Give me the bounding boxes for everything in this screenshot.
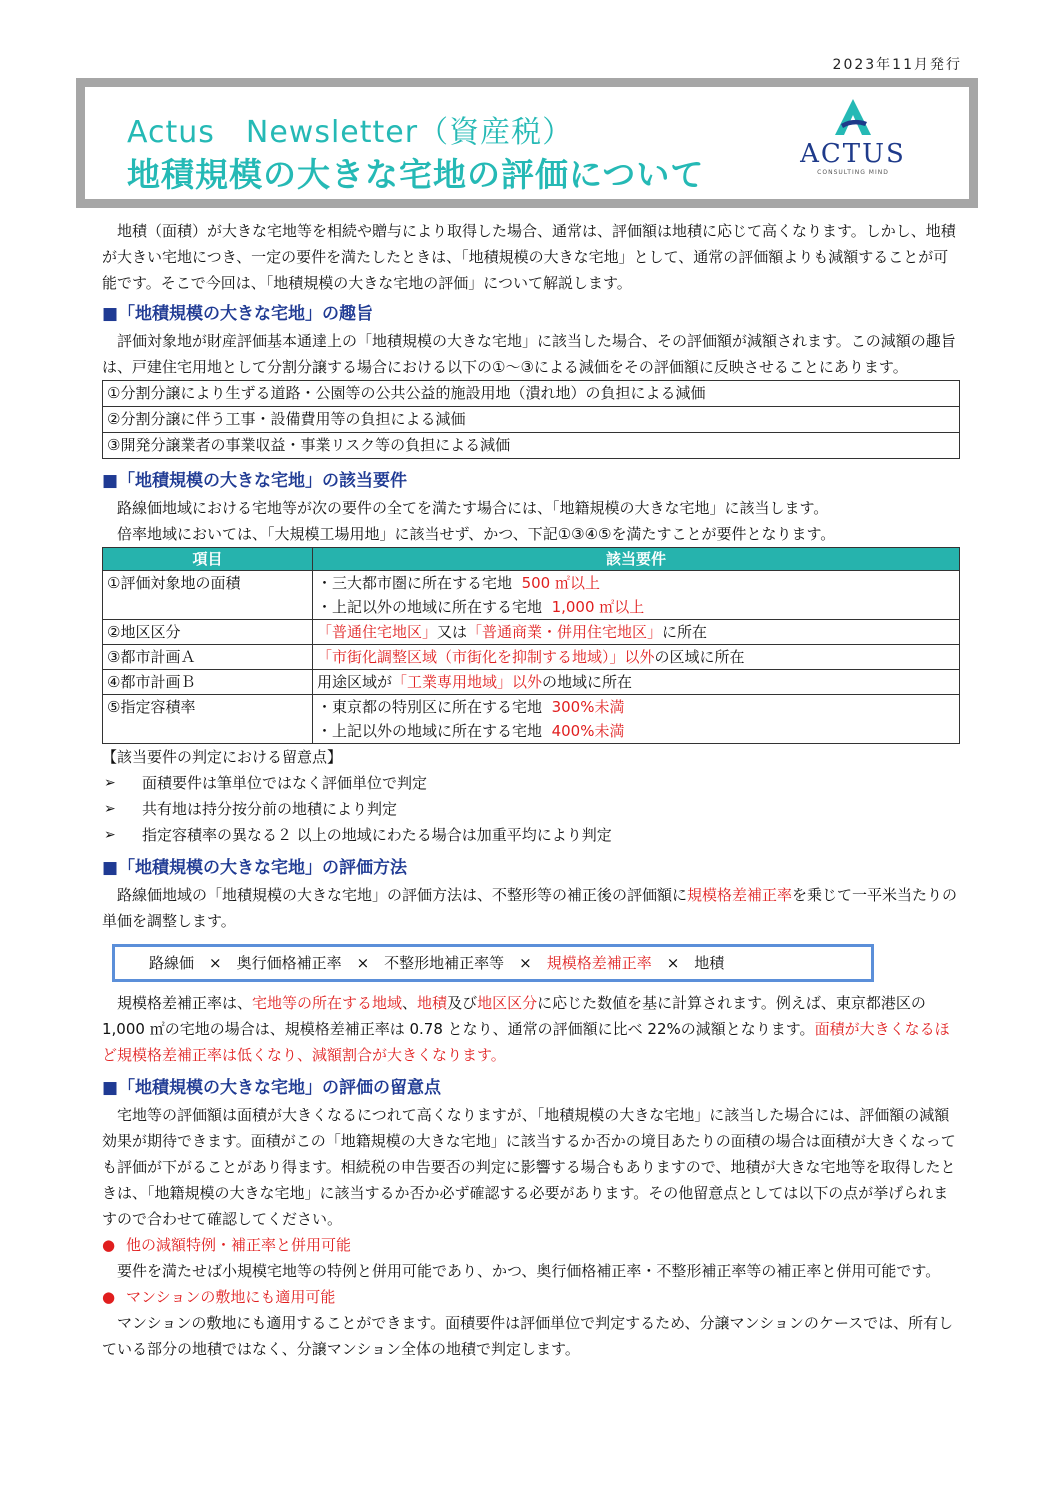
highlight-text: 宅地等の所在する地域 — [252, 994, 403, 1012]
header-requirement: 該当要件 — [313, 548, 960, 571]
text: 、 — [402, 994, 418, 1012]
bullet-paragraph: 要件を満たせば小規模宅地等の特例と併用可能であり、かつ、奥行価格補正率・不整形補正率等の補正率と併用可能です。 — [117, 1262, 941, 1280]
requirements-paragraph-2: 倍率地域においては、「大規模工場用地」に該当せず、かつ、下記①③④⑤を満たすことが要件となります。 — [117, 525, 836, 543]
table-header-row — [103, 548, 960, 571]
row-item: ③都市計画Ａ — [103, 645, 313, 670]
list-item: ②分割分譲に伴う工事・設備費用等の負担による減価 — [103, 407, 960, 433]
req-red: 「市街化調整区域（市街化を抑制する地域）」以外 — [317, 648, 655, 666]
header-item: 項目 — [103, 548, 313, 571]
method-example-paragraph — [102, 990, 960, 1068]
title-banner — [76, 78, 978, 208]
row-requirement — [313, 620, 960, 645]
req-value: 400%未満 — [551, 722, 625, 740]
text: に応じた数値を基に計算されます。例えば、東京都港区の 1,000 ㎡の宅地の場合は、規模格差補正率は 0.78 となり、通常の評価額に比べ 22%の減額となります。 — [102, 994, 926, 1038]
actus-logo — [793, 97, 913, 193]
formula-text: × 地積 — [651, 954, 725, 972]
judgement-notes — [102, 744, 960, 848]
req-value: 500 ㎡以上 — [521, 574, 600, 592]
list-item — [102, 822, 960, 848]
cautions-paragraph: 宅地等の評価額は面積が大きくなるにつれて高くなりますが、「地積規模の大きな宅地」に該当した場合には、評価額の減額効果が期待できます。面積がこの「地籍規模の大きな宅地」に該当するか否かの境目あたりの面積の場合は面積が大きくなっても評価が下がることがあり得ます。相続税の申告要否の判定に影響する場合もありますので、地積が大きな宅地等を取得したときは、「地籍規模の大きな宅地」に該当するか否か必ず確認する必要があります。その他留意点としては以下の点が挙げられますので合わせて確認してください。 — [102, 1106, 956, 1228]
list-item: ③開発分譲業者の事業収益・事業リスク等の負担による減価 — [103, 433, 960, 459]
table-row — [103, 670, 960, 695]
req-text: ・三大都市圏に所在する宅地 — [317, 574, 513, 592]
bullet-title: マンションの敷地にも適用可能 — [126, 1288, 336, 1306]
issue-date: 2023年11月発行 — [832, 57, 962, 73]
bullet-heading — [102, 1232, 960, 1258]
row-item: ④都市計画Ｂ — [103, 670, 313, 695]
row-requirement — [313, 645, 960, 670]
logo-brand: ACTUS — [800, 139, 906, 169]
note-text: 指定容積率の異なる２ 以上の地域にわたる場合は加重平均により判定 — [142, 826, 612, 844]
table-row — [103, 620, 960, 645]
arrow-bullet-icon: ➢ — [104, 827, 116, 843]
bullet-heading — [102, 1284, 960, 1310]
note-text: 面積要件は筆単位ではなく評価単位で判定 — [142, 774, 428, 792]
logo-tagline: CONSULTING MIND — [817, 169, 889, 176]
req-red: 「普通商業・併用住宅地区」 — [467, 623, 663, 641]
table-row — [103, 695, 960, 744]
method-paragraph — [102, 882, 960, 934]
formula-text: 路線価 × 奥行価格補正率 × 不整形地補正率等 × — [149, 954, 547, 972]
requirements-table — [102, 547, 960, 744]
list-item — [102, 770, 960, 796]
formula-highlight: 規模格差補正率 — [546, 954, 652, 972]
row-item: ⑤指定容積率 — [103, 695, 313, 744]
table-row — [103, 433, 960, 459]
section-heading-purpose: ■「地積規模の大きな宅地」の趣旨 — [102, 304, 374, 324]
arrow-bullet-icon: ➢ — [104, 775, 116, 791]
req-text: 又は — [437, 623, 468, 641]
table-row — [103, 645, 960, 670]
formula-box — [112, 944, 874, 982]
text: 規模格差補正率は、 — [117, 994, 253, 1012]
row-item: ①評価対象地の面積 — [103, 571, 313, 620]
actus-a-logo-icon — [831, 97, 875, 137]
intro-paragraph: 地積（面積）が大きな宅地等を相続や贈与により取得した場合、通常は、評価額は地積に応じて高くなります。しかし、地積が大きい宅地につき、一定の要件を満たしたときは、「地積規模の大きな宅地」として、通常の評価額よりも減額することが可能です。そこで今回は、「地積規模の大きな宅地の評価」について解説します。 — [102, 222, 956, 292]
req-text: ・東京都の特別区に所在する宅地 — [317, 698, 543, 716]
list-item — [102, 796, 960, 822]
req-red: 「普通住宅地区」 — [317, 623, 438, 641]
article-title: 地積規模の大きな宅地の評価について — [127, 155, 705, 194]
req-text: ・上記以外の地域に所在する宅地 — [317, 722, 543, 740]
note-text: 共有地は持分按分前の地積により判定 — [142, 800, 398, 818]
table-row — [103, 407, 960, 433]
req-text: の地域に所在 — [542, 673, 633, 691]
bullet-dot-icon: ● — [102, 1236, 116, 1254]
highlight-text: 地区区分 — [477, 994, 538, 1012]
row-requirement — [313, 670, 960, 695]
req-text: に所在 — [662, 623, 708, 641]
section-heading-method: ■「地積規模の大きな宅地」の評価方法 — [102, 858, 408, 878]
table-row — [103, 381, 960, 407]
text: 路線価地域の「地積規模の大きな宅地」の評価方法は、不整形等の補正後の評価額に — [117, 886, 688, 904]
table-row — [103, 571, 960, 620]
notes-title: 【該当要件の判定における留意点】 — [102, 748, 343, 766]
highlight-text: 地積 — [417, 994, 448, 1012]
text: 及び — [447, 994, 478, 1012]
row-requirement — [313, 695, 960, 744]
arrow-bullet-icon: ➢ — [104, 801, 116, 817]
bullet-title: 他の減額特例・補正率と併用可能 — [126, 1236, 352, 1254]
bullet-dot-icon: ● — [102, 1288, 116, 1306]
section-heading-requirements: ■「地積規模の大きな宅地」の該当要件 — [102, 471, 408, 491]
req-red: 「工業専用地域」以外 — [392, 673, 543, 691]
requirements-paragraph-1: 路線価地域における宅地等が次の要件の全てを満たす場合には、「地籍規模の大きな宅地」に該当します。 — [117, 499, 829, 517]
purpose-paragraph: 評価対象地が財産評価基本通達上の「地積規模の大きな宅地」に該当した場合、その評価額が減額されます。この減額の趣旨は、戸建住宅用地として分割分譲する場合における以下の①～③による減価をその評価額に反映させることにあります。 — [102, 332, 956, 376]
req-text: ・上記以外の地域に所在する宅地 — [317, 598, 543, 616]
req-text: の区域に所在 — [654, 648, 745, 666]
req-value: 1,000 ㎡以上 — [551, 598, 645, 616]
list-item: ①分割分譲により生ずる道路・公園等の公共公益的施設用地（潰れ地）の負担による減価 — [103, 381, 960, 407]
section-heading-cautions: ■「地積規模の大きな宅地」の評価の留意点 — [102, 1078, 442, 1098]
highlight-text: 規模格差補正率 — [687, 886, 793, 904]
row-requirement — [313, 571, 960, 620]
text: を乗じて一平米当たりの単価を調整します。 — [102, 886, 958, 930]
article-body — [102, 218, 960, 1362]
depreciation-list-table — [102, 380, 960, 459]
req-value: 300%未満 — [551, 698, 625, 716]
newsletter-title: Actus Newsletter（資産税） — [127, 115, 574, 150]
bullet-paragraph: マンションの敷地にも適用することができます。面積要件は評価単位で判定するため、分譲マンションのケースでは、所有している部分の地積ではなく、分譲マンション全体の地積で判定します。 — [102, 1314, 954, 1358]
req-text: 用途区域が — [317, 673, 393, 691]
row-item: ②地区区分 — [103, 620, 313, 645]
highlight-text: 面積が大きくなるほど規模格差補正率は低くなり、減額割合が大きくなります。 — [102, 1020, 950, 1064]
